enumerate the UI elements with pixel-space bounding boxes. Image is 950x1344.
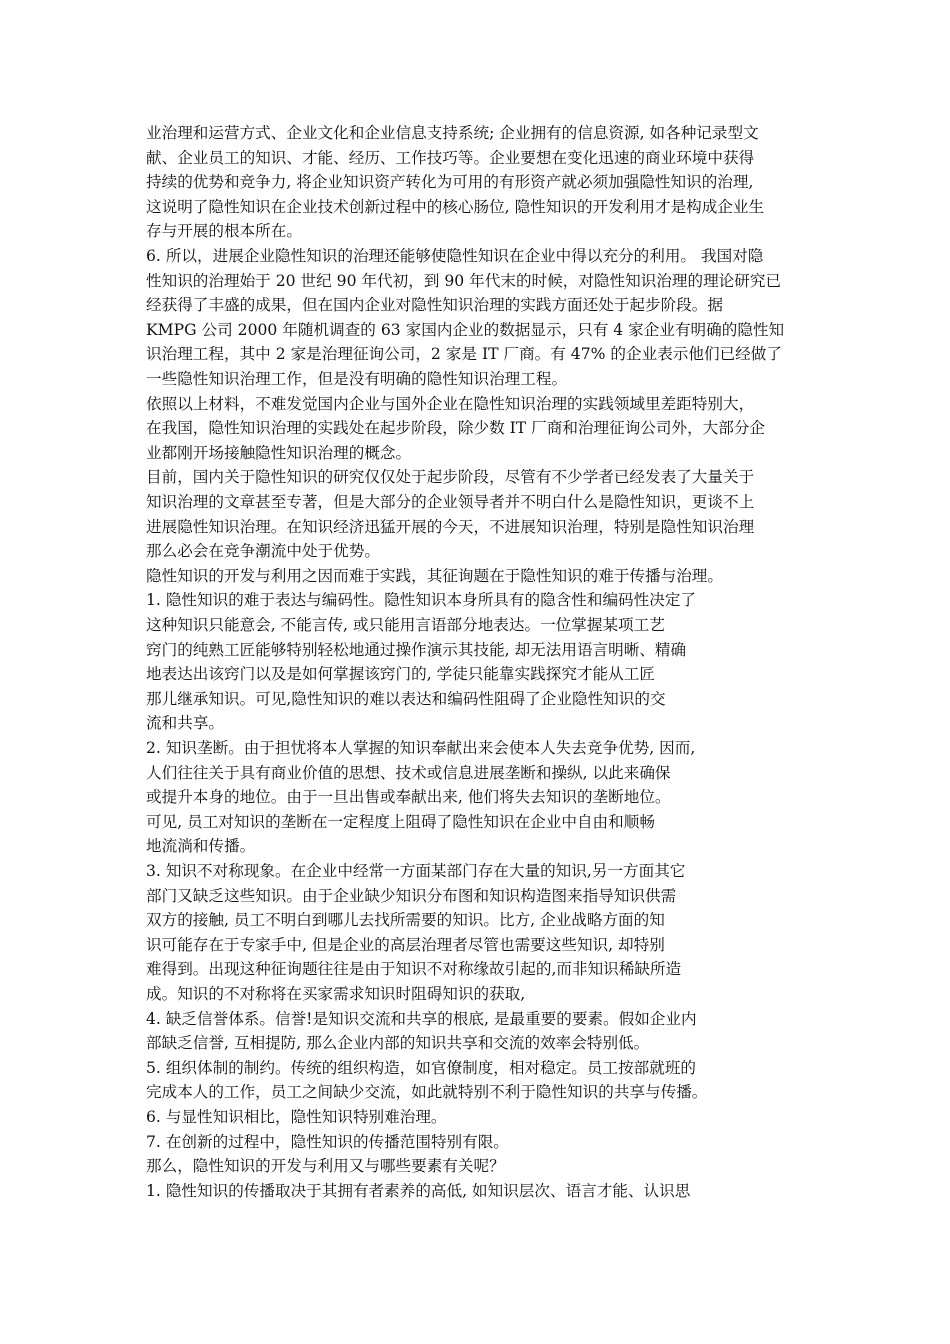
text-line: 在我国，隐性知识治理的实践处在起步阶段，除少数 IT 厂商和治理征询公司外，大部分企 (146, 419, 766, 438)
text-line: 窍门的纯熟工匠能够特别轻松地通过操作演示其技能, 却无法用语言明晰、精确 (146, 640, 687, 659)
text-line: 6. 所以，进展企业隐性知识的治理还能够使隐性知识在企业中得以充分的利用。 我国对隐 (146, 247, 764, 265)
text-line: 人们往往关于具有商业价值的思想、技术或信息进展垄断和操纵, 以此来确保 (146, 763, 671, 782)
text-line: 那么，隐性知识的开发与利用又与哪些要素有关呢？ (146, 1157, 505, 1176)
text-line: 7. 在创新的过程中，隐性知识的传播范围特别有限。 (146, 1132, 509, 1151)
text-line: 存与开展的根本所在。 (146, 222, 302, 241)
text-line: 部缺乏信誉, 互相提防, 那么企业内部的知识共享和交流的效率会特别低。 (146, 1034, 650, 1053)
text-line: 完成本人的工作，员工之间缺少交流，如此就特别不利于隐性知识的共享与传播。 (146, 1083, 708, 1102)
text-line: 那么必会在竞争潮流中处于优势。 (146, 542, 380, 561)
text-line: 目前，国内关于隐性知识的研究仅仅处于起步阶段，尽管有不少学者已经发表了大量关于 (146, 468, 755, 487)
text-line: 进展隐性知识治理。在知识经济迅猛开展的今天，不进展知识治理，特别是隐性知识治理 (146, 517, 755, 536)
text-line: 识治理工程，其中 2 家是治理征询公司，2 家是 IT 厂商。有 47% 的企业表示他们已经做了 (146, 345, 782, 364)
text-line: 隐性知识的开发与利用之因而难于实践，其征询题在于隐性知识的难于传播与治理。 (146, 566, 723, 585)
text-line: 流和共享。 (146, 714, 224, 733)
text-line: 献、企业员工的知识、才能、经历、工作技巧等。企业要想在变化迅速的商业环境中获得 (146, 148, 755, 167)
text-line: 5. 组织体制的制约。传统的组织构造，如官僚制度，相对稳定。员工按部就班的 (146, 1058, 697, 1077)
text-line: 或提升本身的地位。由于一旦出售或奉献出来, 他们将失去知识的垄断地位。 (146, 788, 671, 807)
text-line: 业治理和运营方式、企业文化和企业信息支持系统; 企业拥有的信息资源, 如各种记录型文 (146, 124, 759, 142)
text-line: 知识治理的文章甚至专著，但是大部分的企业领导者并不明白什么是隐性知识，更谈不上 (146, 493, 755, 511)
text-line: 业都刚开场接触隐性知识治理的概念。 (146, 443, 412, 462)
text-line: 地流淌和传播。 (146, 837, 256, 856)
text-line: 4. 缺乏信誉体系。信誉!是知识交流和共享的根底, 是最重要的要素。假如企业内 (146, 1009, 697, 1028)
text-line: 一些隐性知识治理工作，但是没有明确的隐性知识治理工程。 (146, 370, 568, 388)
text-line: 可见, 员工对知识的垄断在一定程度上阻碍了隐性知识在企业中自由和顺畅 (146, 812, 655, 831)
text-line: 部门又缺乏这些知识。由于企业缺少知识分布图和知识构造图来指导知识供需 (146, 886, 677, 905)
text-line: 1. 隐性知识的难于表达与编码性。隐性知识本身所具有的隐含性和编码性决定了 (146, 591, 697, 610)
text-line: 2. 知识垄断。由于担忧将本人掌握的知识奉献出来会使本人失去竞争优势, 因而, (146, 739, 696, 757)
text-line: 那儿继承知识。可见,隐性知识的难以表达和编码性阻碍了企业隐性知识的交 (146, 689, 666, 708)
text-line: 1. 隐性知识的传播取决于其拥有者素养的高低, 如知识层次、语言才能、认识思 (146, 1181, 691, 1200)
text-line: 持续的优势和竞争力, 将企业知识资产转化为可用的有形资产就必须加强隐性知识的治理, (146, 173, 754, 192)
text-line: 难得到。出现这种征询题往往是由于知识不对称缘故引起的,而非知识稀缺所造 (146, 960, 682, 979)
text-line: 6. 与显性知识相比，隐性知识特别难治理。 (146, 1108, 447, 1126)
text-line: 识可能存在于专家手中, 但是企业的高层治理者尽管也需要这些知识, 却特别 (146, 935, 665, 954)
text-line: 依照以上材料，不难发觉国内企业与国外企业在隐性知识治理的实践领域里差距特别大， (146, 394, 755, 413)
text-line: 经获得了丰盛的成果，但在国内企业对隐性知识治理的实践方面还处于起步阶段。据 (146, 296, 723, 315)
text-line: KMPG 公司 2000 年随机调查的 63 家国内企业的数据显示，只有 4 家企业有明确的隐性知 (146, 320, 785, 339)
text-line: 这种知识只能意会, 不能言传, 或只能用言语部分地表达。一位掌握某项工艺 (146, 616, 665, 634)
text-line: 性知识的治理始于 20 世纪 90 年代初，到 90 年代末的时候，对隐性知识治理的理论研究已 (146, 271, 782, 290)
text-line: 成。知识的不对称将在买家需求知识时阻碍知识的获取, (146, 985, 526, 1003)
text-line: 双方的接触, 员工不明白到哪儿去找所需要的知识。比方, 企业战略方面的知 (146, 911, 665, 930)
text-line: 这说明了隐性知识在企业技术创新过程中的核心肠位, 隐性知识的开发利用才是构成企业生 (146, 197, 765, 216)
text-line: 地表达出该窍门以及是如何掌握该窍门的, 学徒只能靠实践探究才能从工匠 (146, 665, 655, 684)
text-line: 3. 知识不对称现象。在企业中经常一方面某部门存在大量的知识,另一方面其它 (146, 862, 686, 880)
